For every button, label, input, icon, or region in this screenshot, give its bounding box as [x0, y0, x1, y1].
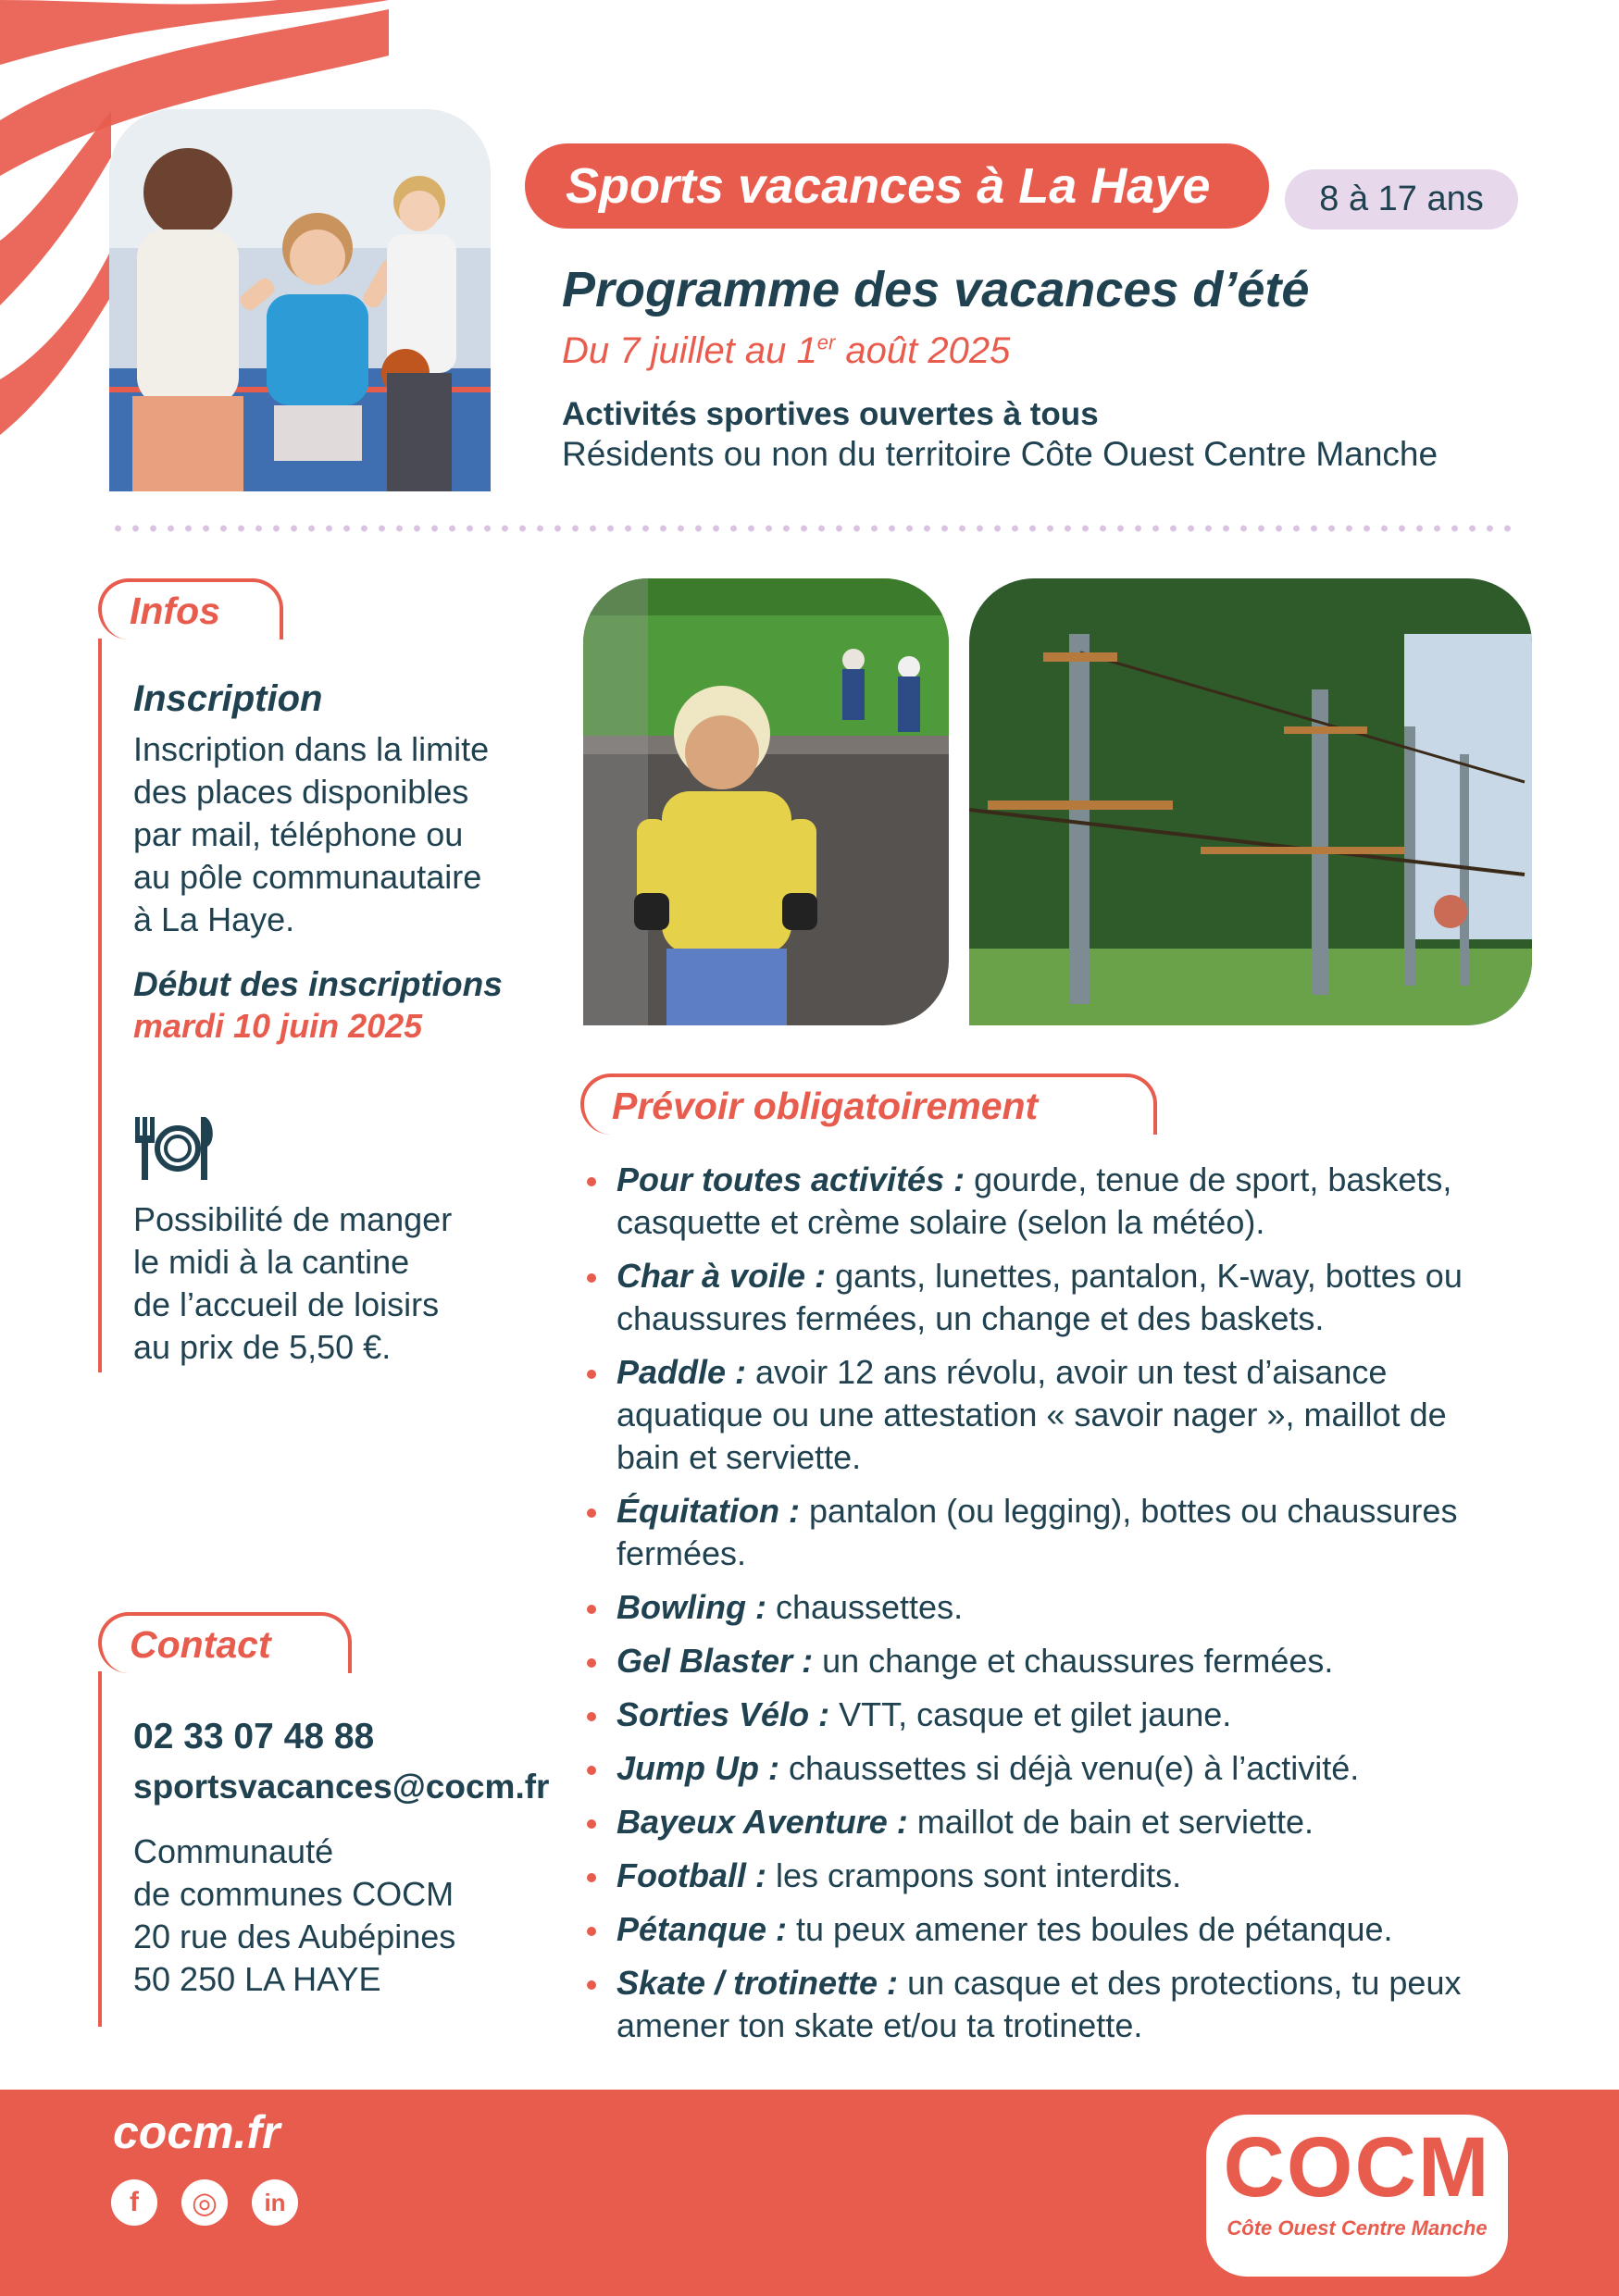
program-title: Programme des vacances d’été: [562, 262, 1310, 317]
list-item: Paddle : avoir 12 ans révolu, avoir un test d’aisance aquatique ou une attestation « savoir nager », maillot de bain et serviette.: [580, 1351, 1515, 1479]
debut-heading: Début des inscriptions: [133, 965, 503, 1003]
list-item: Sorties Vélo : VTT, casque et gilet jaune.: [580, 1694, 1515, 1736]
instagram-icon[interactable]: ◎: [181, 2179, 228, 2226]
list-item: Bayeux Aventure : maillot de bain et serviette.: [580, 1801, 1515, 1843]
debut-date: mardi 10 juin 2025: [133, 1007, 423, 1045]
meal-text: Possibilité de manger le midi à la cantine de l’accueil de loisirs au prix de 5,50 €.: [133, 1200, 453, 1366]
page-title: Sports vacances à La Haye: [525, 143, 1269, 229]
age-badge: 8 à 17 ans: [1285, 169, 1518, 230]
contact-phone[interactable]: 02 33 07 48 88: [133, 1717, 375, 1756]
residents-note: Résidents ou non du territoire Côte Ouest Centre Manche: [562, 435, 1438, 473]
equipment-list: [580, 1159, 1515, 2058]
photo-accrobranche: [969, 578, 1532, 1025]
dotted-divider: [109, 525, 1512, 532]
logo-wordmark: COCM: [1223, 2120, 1491, 2215]
facebook-icon[interactable]: f: [111, 2179, 157, 2226]
list-item: Jump Up : chaussettes si déjà venu(e) à l’activité.: [580, 1747, 1515, 1790]
prevoir-tag: Prévoir obligatoirement: [580, 1074, 1157, 1135]
plate-cutlery-icon: [133, 1115, 217, 1182]
contact-rule: [98, 1671, 102, 2027]
list-item: Football : les crampons sont interdits.: [580, 1855, 1515, 1897]
hero-photo-kids: [109, 109, 491, 491]
contact-tag: Contact: [98, 1612, 352, 1673]
photo-skate-child: [583, 578, 949, 1025]
program-dates: Du 7 juillet au 1er août 2025: [562, 330, 1011, 371]
linkedin-icon[interactable]: in: [252, 2179, 298, 2226]
website-link[interactable]: cocm.fr: [113, 2106, 280, 2158]
infos-rule: [98, 639, 102, 1372]
list-item: Skate / trotinette : un casque et des protections, tu peux amener ton skate et/ou ta trotinette.: [580, 1962, 1515, 2047]
open-to-all: Activités sportives ouvertes à tous: [562, 396, 1099, 432]
list-item: Équitation : pantalon (ou legging), bottes ou chaussures fermées.: [580, 1490, 1515, 1575]
list-item: Pétanque : tu peux amener tes boules de pétanque.: [580, 1908, 1515, 1951]
list-item: Pour toutes activités : gourde, tenue de sport, baskets, casquette et crème solaire (selon la météo).: [580, 1159, 1515, 1244]
inscription-text: Inscription dans la limite des places disponibles par mail, téléphone ou au pôle communautaire à La Haye.: [133, 730, 490, 938]
infos-tag: Infos: [98, 578, 283, 639]
list-item: Bowling : chaussettes.: [580, 1586, 1515, 1629]
list-item: Gel Blaster : un change et chaussures fermées.: [580, 1640, 1515, 1682]
list-item: Char à voile : gants, lunettes, pantalon, K-way, bottes ou chaussures fermées, un change et des baskets.: [580, 1255, 1515, 1340]
contact-email[interactable]: sportsvacances@cocm.fr: [133, 1768, 550, 1806]
inscription-heading: Inscription: [133, 678, 323, 719]
contact-address: Communauté de communes COCM 20 rue des Aubépines 50 250 LA HAYE: [133, 1832, 456, 1998]
logo-subtitle: Côte Ouest Centre Manche: [1227, 2216, 1488, 2240]
